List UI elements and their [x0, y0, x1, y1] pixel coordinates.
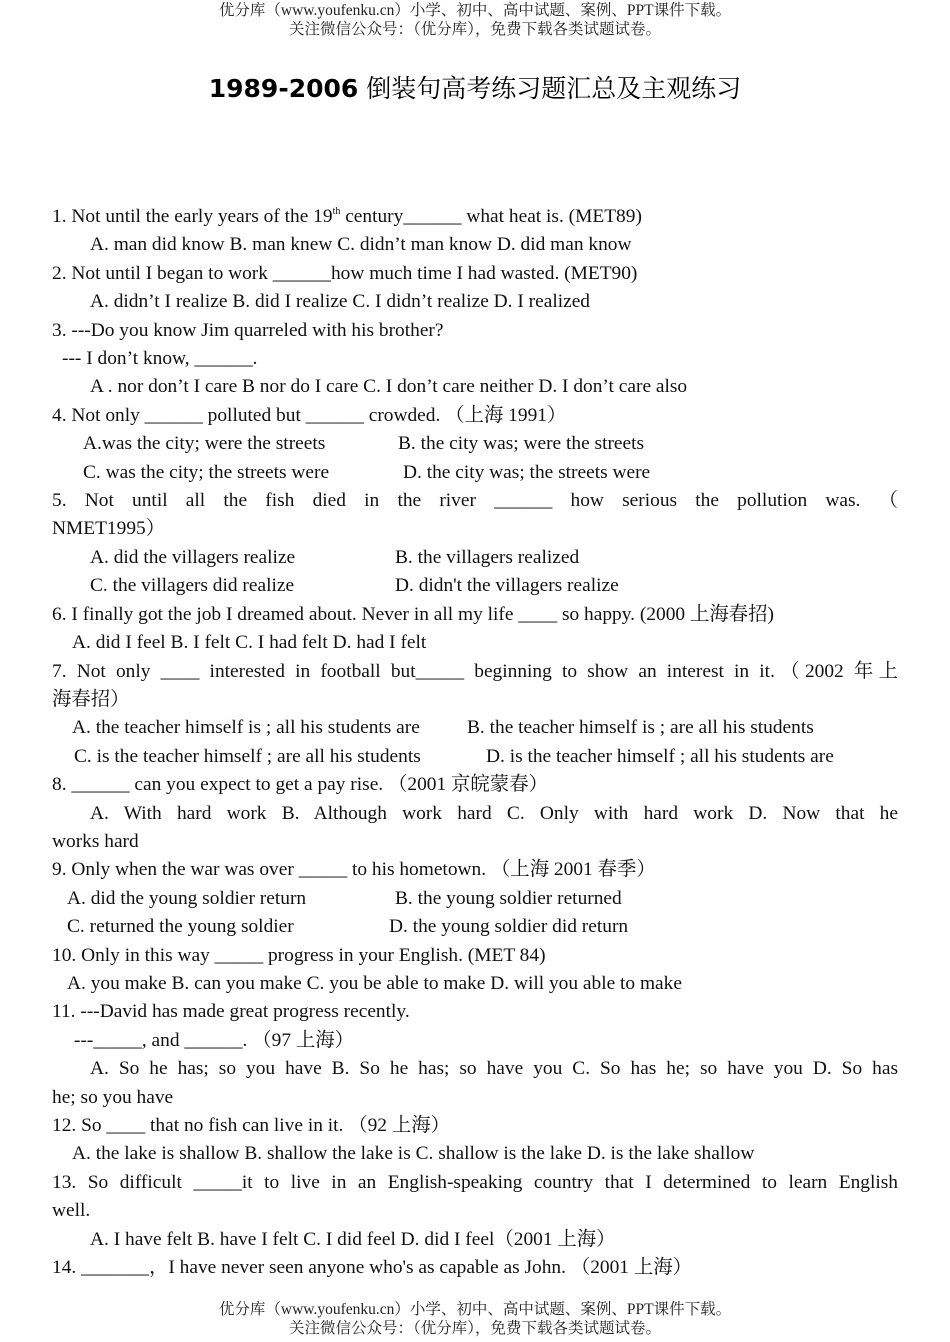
question-8-stem: 8. ______ can you expect to get a pay rise. （2001 京皖蒙春） — [52, 774, 548, 796]
question-9-option-d: D. the young soldier did return — [389, 916, 629, 938]
question-7-options-row-1 — [52, 714, 898, 742]
question-11-stem: 11. ---David has made great progress recently. — [52, 1001, 410, 1023]
question-4-options-row-1 — [52, 430, 898, 458]
question-5-options-row-1 — [52, 544, 898, 572]
question-1-stem-pre: 1. Not until the early years of the 19 — [52, 206, 333, 227]
question-7-options-row-2 — [52, 743, 898, 771]
question-4-option-a: A.was the city; were the streets — [83, 433, 326, 455]
question-13-options: A. I have felt B. have I felt C. I did feel D. did I feel（2001 上海） — [90, 1228, 616, 1250]
question-9-option-c: C. returned the young soldier — [67, 916, 294, 938]
question-5-stem-continued: NMET1995） — [52, 518, 166, 540]
question-7-option-c: C. is the teacher himself ; are all his students — [74, 745, 421, 767]
question-7-stem: 7. Not only ____ interested in football but_____ beginning to show an interest in it.（2002 年上 — [52, 660, 898, 682]
question-1-options: A. man did know B. man knew C. didn’t man know D. did man know — [90, 234, 632, 256]
question-13-stem-continued: well. — [52, 1200, 91, 1222]
question-7-option-b: B. the teacher himself is ; are all his students — [467, 717, 814, 739]
question-5-option-b: B. the villagers realized — [395, 546, 580, 568]
question-9-option-a: A. did the young soldier return — [67, 887, 307, 909]
question-3-stem: 3. ---Do you know Jim quarreled with his brother? — [52, 319, 444, 341]
question-4-option-d: D. the city was; the streets were — [403, 461, 651, 483]
question-11-options-continued: he; so you have — [52, 1086, 174, 1108]
question-13-stem: 13. So difficult _____it to live in an English-speaking country that I determined to learn English — [52, 1171, 898, 1193]
question-6-options: A. did I feel B. I felt C. I had felt D. had I felt — [72, 632, 427, 654]
question-4-options-row-2 — [52, 459, 898, 487]
question-11-options: A. So he has; so you have B. So he has; so have you C. So has he; so have you D. So has — [90, 1058, 898, 1080]
question-4-stem: 4. Not only ______ polluted but ______ crowded. （上海 1991） — [52, 404, 567, 426]
question-9-options-row-1 — [52, 885, 898, 913]
question-1-superscript: th — [332, 206, 341, 217]
question-2-options: A. didn’t I realize B. did I realize C. I didn’t realize D. I realized — [90, 291, 590, 313]
question-8-options-continued: works hard — [52, 830, 139, 852]
question-7-option-d: D. is the teacher himself ; all his students are — [486, 745, 834, 767]
question-5-option-a: A. did the villagers realize — [90, 546, 296, 568]
question-5-stem: 5. Not until all the fish died in the river ______ how serious the pollution was. （ — [52, 490, 898, 512]
header-line-1: 优分库（www.youfenku.cn）小学、初中、高中试题、案例、PPT课件下载。 — [218, 2, 732, 19]
question-14-stem: 14. _______，I have never seen anyone who's as capable as John. （2001 上海） — [52, 1257, 693, 1279]
question-9-stem: 9. Only when the war was over _____ to his hometown. （上海 2001 春季） — [52, 859, 656, 881]
question-7-stem-continued: 海春招） — [52, 688, 130, 710]
question-7-option-a: A. the teacher himself is ; all his students are — [72, 717, 420, 739]
question-11-reply: ---_____, and ______. （97 上海） — [74, 1029, 355, 1051]
title-text: 倒装句高考练习题汇总及主观练习 — [358, 74, 742, 103]
question-10-stem: 10. Only in this way _____ progress in your English. (MET 84) — [52, 944, 546, 966]
question-12-options: A. the lake is shallow B. shallow the lake is C. shallow is the lake D. is the lake shallow — [72, 1143, 755, 1165]
question-12-stem: 12. So ____ that no fish can live in it. （92 上海） — [52, 1115, 451, 1136]
question-8-options: A. With hard work B. Although work hard C. Only with hard work D. Now that he — [90, 802, 898, 824]
page-footer — [0, 1300, 950, 1338]
question-5-option-c: C. the villagers did realize — [90, 575, 295, 597]
page-header — [0, 1, 950, 39]
question-5-option-d: D. didn't the villagers realize — [395, 575, 619, 597]
question-4-option-c: C. was the city; the streets were — [83, 461, 330, 483]
document-title — [0, 72, 950, 106]
header-line-2: 关注微信公众号：（优分库），免费下载各类试题试卷。 — [288, 21, 661, 38]
question-9-option-b: B. the young soldier returned — [395, 887, 622, 909]
question-3-reply: --- I don’t know, ______. — [62, 348, 258, 370]
question-1-stem — [52, 203, 898, 231]
question-3-options: A . nor don’t I care B nor do I care C. I don’t care neither D. I don’t care also — [90, 376, 688, 398]
footer-line-2: 关注微信公众号：（优分库），免费下载各类试题试卷。 — [288, 1320, 661, 1337]
question-list — [52, 203, 898, 1282]
title-years: 1989-2006 — [208, 74, 359, 103]
question-1-stem-post: century______ what heat is. (MET89) — [340, 206, 642, 227]
question-2-stem: 2. Not until I began to work ______how much time I had wasted. (MET90) — [52, 262, 638, 284]
question-4-option-b: B. the city was; were the streets — [398, 433, 645, 455]
question-6-stem: 6. I finally got the job I dreamed about. Never in all my life ____ so happy. (2000 上海春招) — [52, 603, 774, 625]
question-5-options-row-2 — [52, 572, 898, 600]
footer-line-1: 优分库（www.youfenku.cn）小学、初中、高中试题、案例、PPT课件下载。 — [218, 1301, 732, 1318]
question-9-options-row-2 — [52, 913, 898, 941]
question-10-options: A. you make B. can you make C. you be able to make D. will you able to make — [67, 972, 682, 994]
